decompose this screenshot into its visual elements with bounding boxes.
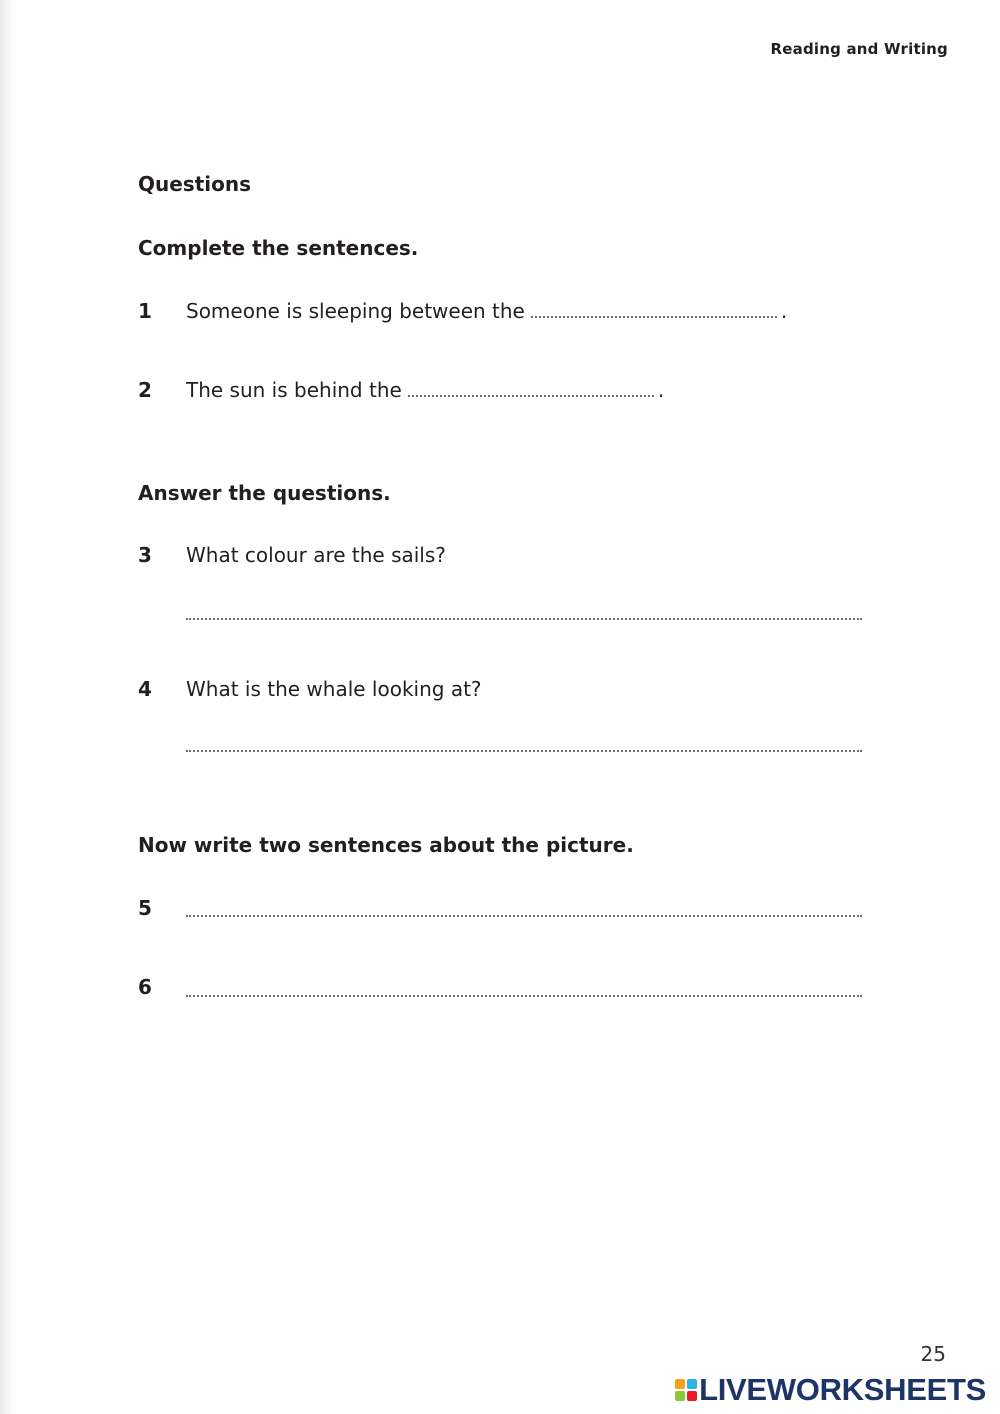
sentence-1: [186, 299, 787, 323]
sentence-2: [186, 378, 664, 402]
item-number-3: 3: [138, 543, 152, 567]
answer-line-3[interactable]: [186, 618, 862, 620]
running-head: Reading and Writing: [770, 40, 948, 58]
answer-line-6[interactable]: [186, 995, 862, 997]
liveworksheets-logo-icon: [675, 1379, 697, 1401]
answer-line-5[interactable]: [186, 915, 862, 917]
question-3: What colour are the sails?: [186, 543, 446, 567]
liveworksheets-brand: [675, 1372, 986, 1408]
page-edge: [0, 0, 14, 1414]
sentence-2-end: .: [657, 378, 665, 402]
item-number-5: 5: [138, 896, 152, 920]
questions-heading: Questions: [138, 172, 252, 196]
page-number: 25: [920, 1342, 946, 1366]
question-4: What is the whale looking at?: [186, 677, 482, 701]
answer-questions-heading: Answer the questions.: [138, 481, 391, 505]
sentence-1-text: Someone is sleeping between the: [186, 299, 525, 323]
brand-name: LIVEWORKSHEETS: [699, 1372, 986, 1407]
sentence-2-text: The sun is behind the: [186, 378, 402, 402]
item-number-2: 2: [138, 378, 152, 402]
complete-sentences-heading: Complete the sentences.: [138, 236, 419, 260]
write-sentences-heading: Now write two sentences about the picture.: [138, 833, 634, 857]
item-number-4: 4: [138, 677, 152, 701]
item-number-1: 1: [138, 299, 152, 323]
answer-line-4[interactable]: [186, 750, 862, 752]
item-number-6: 6: [138, 975, 152, 999]
answer-blank-1[interactable]: [531, 315, 777, 318]
sentence-1-end: .: [780, 299, 788, 323]
answer-blank-2[interactable]: [408, 394, 654, 397]
